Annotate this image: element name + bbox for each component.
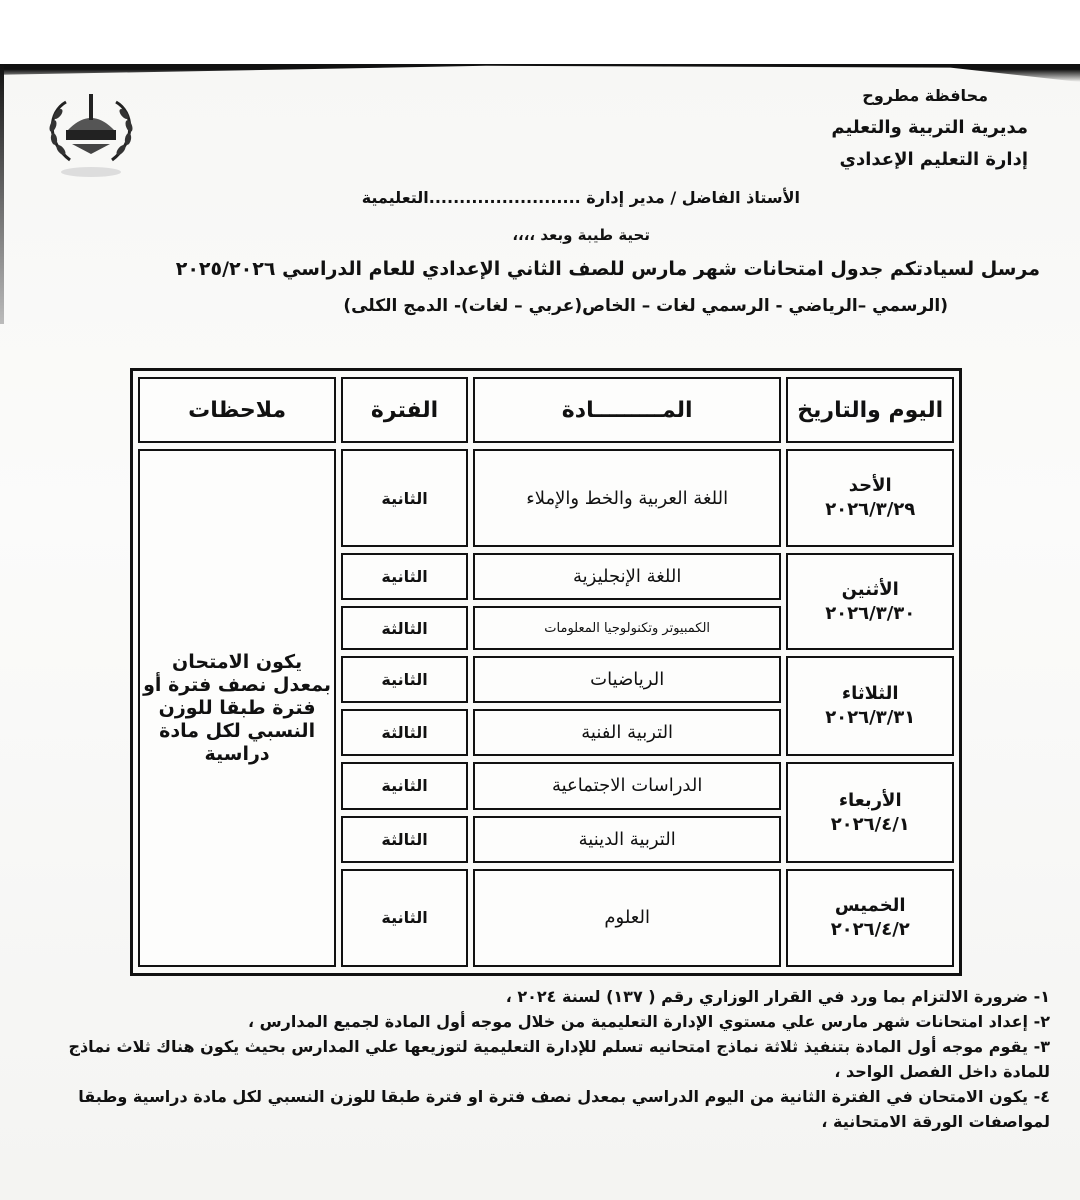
date-value: ٢٠٢٦/٣/٣١ [825, 707, 916, 729]
subject-cell: التربية الدينية [473, 816, 782, 863]
letterhead [831, 80, 1028, 176]
date-value: ٢٠٢٦/٣/٢٩ [825, 499, 916, 521]
notes-cell: يكون الامتحان بمعدل نصف فترة أو فترة طبقا للوزن النسبي لكل مادة دراسية [138, 449, 336, 967]
day-name: الخميس [834, 894, 906, 916]
period-cell: الثالثة [341, 709, 468, 756]
date-value: ٢٠٢٦/٤/٢ [830, 918, 910, 940]
header-subject: المـــــــــادة [473, 377, 782, 443]
top-blank-area [0, 0, 1080, 64]
governorate-name: محافظة مطروح [862, 86, 988, 105]
date-cell [786, 762, 954, 862]
subject-line: مرسل لسيادتكم جدول امتحانات شهر مارس للصف الثاني الإعدادي للعام الدراسي ٢٠٢٥/٢٠٢٦ [175, 258, 1040, 280]
period-cell: الثانية [341, 656, 468, 703]
period-cell: الثالثة [341, 606, 468, 649]
subject-cell: اللغة الإنجليزية [473, 553, 782, 600]
subject-cell: الكمبيوتر وتكنولوجيا المعلومات [473, 606, 782, 649]
subject-cell: التربية الفنية [473, 709, 782, 756]
school-categories: (الرسمي –الرياضي - الرسمي لغات – الخاص(عربي – لغات)- الدمج الكلى) [343, 296, 948, 316]
exam-schedule-table [130, 368, 962, 976]
subject-cell: اللغة العربية والخط والإملاء [473, 449, 782, 547]
date-cell [786, 449, 954, 547]
period-cell: الثالثة [341, 816, 468, 863]
table-header-row [138, 377, 954, 443]
date-value: ٢٠٢٦/٣/٣٠ [825, 602, 916, 624]
day-name: الثلاثاء [841, 683, 899, 705]
administration-name: إدارة التعليم الإعدادي [839, 149, 1028, 170]
date-cell [786, 869, 954, 967]
footnote-item: ١- ضرورة الالتزام بما ورد في القرار الوزاري رقم ( ١٣٧) لسنة ٢٠٢٤ ، [505, 987, 1050, 1006]
wreath-emblem-icon [36, 82, 146, 182]
header-period: الفترة [341, 377, 468, 443]
period-cell: الثانية [341, 449, 468, 547]
period-cell: الثانية [341, 762, 468, 809]
greeting-line: تحية طيبة وبعد ،،،، [512, 226, 650, 244]
date-cell [786, 553, 954, 650]
day-name: الأربعاء [838, 789, 902, 811]
subject-cell: الدراسات الاجتماعية [473, 762, 782, 809]
period-cell: الثانية [341, 553, 468, 600]
day-name: الأثنين [841, 578, 899, 600]
day-name: الأحد [848, 475, 892, 497]
table-row [138, 449, 954, 547]
date-value: ٢٠٢٦/٤/١ [830, 813, 910, 835]
addressee-line: الأستاذ الفاضل / مدير إدارة .........................التعليمية [361, 188, 800, 207]
header-date: اليوم والتاريخ [786, 377, 954, 443]
period-cell: الثانية [341, 869, 468, 967]
directorate-name: مديرية التربية والتعليم [831, 117, 1028, 138]
subject-cell: العلوم [473, 869, 782, 967]
date-cell [786, 656, 954, 756]
footnote-item: ٢- إعداد امتحانات شهر مارس علي مستوي الإدارة التعليمية من خلال موجه أول المادة لجميع المدارس ، [247, 1012, 1050, 1031]
subject-cell: الرياضيات [473, 656, 782, 703]
footnote-item: ٤- يكون الامتحان في الفترة الثانية من اليوم الدراسي بمعدل نصف فترة او فترة طبقا للوزن النسبي لكل مادة دراسية وطبقا لمواصفات الورقة الامتحانية ، [78, 1087, 1050, 1131]
header-notes: ملاحظات [138, 377, 336, 443]
footnote-item: ٣- يقوم موجه أول المادة بتنفيذ ثلاثة نماذج امتحانيه تسلم للإدارة التعليمية لتوزيعها علي المدارس بحيث يكون هناك ثلاث نماذج للمادة داخل الفصل الواحد ، [68, 1037, 1050, 1081]
footnotes-list [40, 984, 1050, 1134]
page-left-edge [0, 64, 4, 324]
